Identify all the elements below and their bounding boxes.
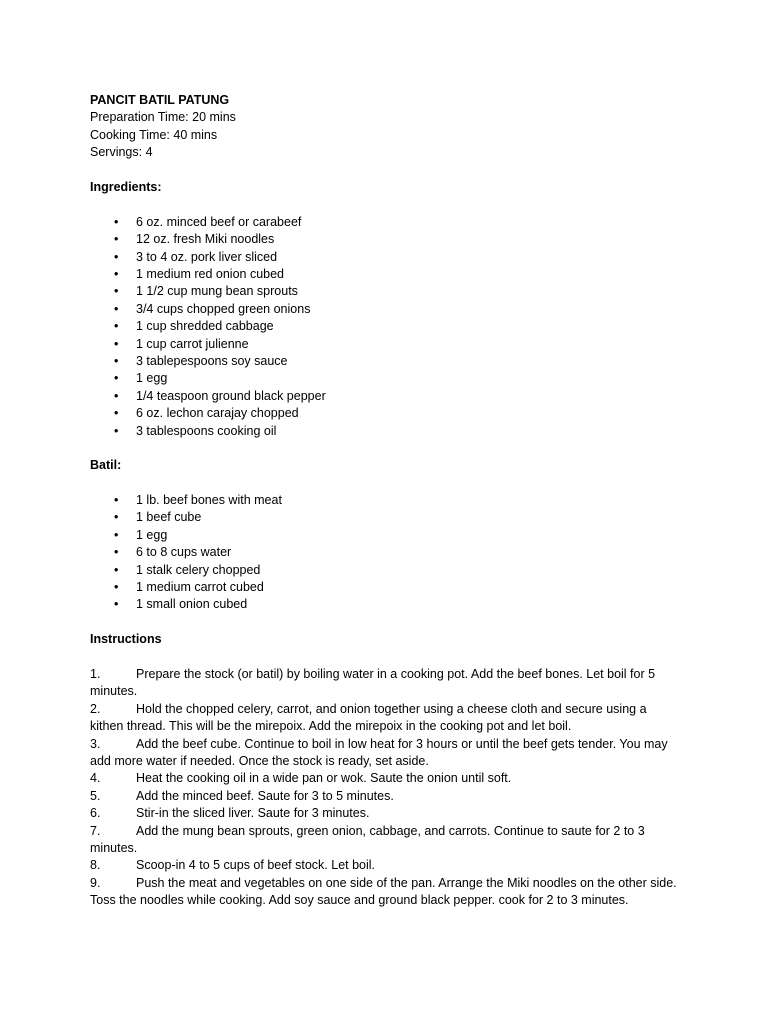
step-text: Push the meat and vegetables on one side of the pan. Arrange the Miki noodles on the other side. Toss the noodles while cooking. Add soy sauce and ground black pepper. cook for 2 to 3 minutes. [90, 875, 677, 908]
batil-heading: Batil: [90, 458, 122, 473]
ingredient-item [90, 283, 678, 300]
instruction-step [90, 666, 678, 701]
bullet-icon: • [114, 214, 119, 229]
list-item-text: 3/4 cups chopped green onions [136, 301, 311, 316]
list-item-text: 1 egg [136, 371, 168, 386]
step-number: 1. [90, 667, 101, 681]
document-page [90, 92, 678, 910]
instruction-step [90, 701, 678, 736]
bullet-icon: • [114, 545, 119, 560]
list-item-text: 1 small onion cubed [136, 597, 248, 612]
bullet-icon: • [114, 580, 119, 595]
ingredient-item [90, 249, 678, 266]
instruction-step [90, 788, 678, 805]
bullet-icon: • [114, 406, 119, 421]
list-item-text: 1 cup shredded cabbage [136, 319, 274, 334]
bullet-icon: • [114, 284, 119, 299]
spacer [90, 162, 678, 179]
list-item-text: 3 tablespoons cooking oil [136, 423, 277, 438]
instruction-step [90, 736, 678, 771]
servings: Servings: 4 [90, 145, 153, 160]
step-text: Prepare the stock (or batil) by boiling water in a cooking pot. Add the beef bones. Let boil for 5 minutes. [90, 667, 656, 699]
bullet-icon: • [114, 562, 119, 577]
ingredient-item [90, 353, 678, 370]
spacer [90, 196, 678, 213]
ingredient-item [90, 318, 678, 335]
list-item-text: 1 medium carrot cubed [136, 580, 264, 595]
batil-item [90, 509, 678, 526]
ingredient-item [90, 266, 678, 283]
list-item-text: 1 1/2 cup mung bean sprouts [136, 284, 298, 299]
prep-time: Preparation Time: 20 mins [90, 110, 236, 125]
spacer [90, 440, 678, 457]
ingredient-item [90, 214, 678, 231]
instructions-list [90, 666, 678, 910]
bullet-icon: • [114, 319, 119, 334]
batil-item [90, 562, 678, 579]
ingredient-item [90, 405, 678, 422]
batil-item [90, 579, 678, 596]
cook-time: Cooking Time: 40 mins [90, 127, 218, 142]
step-text: Heat the cooking oil in a wide pan or wok. Saute the onion until soft. [136, 771, 512, 786]
bullet-icon: • [114, 388, 119, 403]
ingredient-item [90, 388, 678, 405]
bullet-icon: • [114, 527, 119, 542]
list-item-text: 1 lb. beef bones with meat [136, 493, 282, 508]
list-item-text: 1/4 teaspoon ground black pepper [136, 388, 326, 403]
bullet-icon: • [114, 423, 119, 438]
list-item-text: 1 medium red onion cubed [136, 266, 285, 281]
batil-item [90, 544, 678, 561]
ingredient-item [90, 231, 678, 248]
instruction-step [90, 857, 678, 874]
recipe-title: PANCIT BATIL PATUNG [90, 93, 230, 107]
instructions-heading: Instructions [90, 632, 162, 647]
ingredient-item [90, 423, 678, 440]
bullet-icon: • [114, 266, 119, 281]
step-text: Stir-in the sliced liver. Saute for 3 minutes. [136, 806, 370, 821]
step-text: Scoop-in 4 to 5 cups of beef stock. Let boil. [136, 858, 376, 873]
ingredient-item [90, 336, 678, 353]
instruction-step [90, 875, 678, 910]
list-item-text: 3 tablepespoons soy sauce [136, 353, 288, 368]
list-item-text: 1 cup carrot julienne [136, 336, 249, 351]
list-item-text: 1 egg [136, 527, 168, 542]
bullet-icon: • [114, 336, 119, 351]
batil-item [90, 492, 678, 509]
ingredients-heading: Ingredients: [90, 180, 162, 195]
instruction-step [90, 770, 678, 787]
batil-item [90, 527, 678, 544]
step-text: Add the minced beef. Saute for 3 to 5 minutes. [136, 788, 394, 803]
step-text: Add the mung bean sprouts, green onion, cabbage, and carrots. Continue to saute for 2 to 3 minutes. [90, 823, 645, 856]
bullet-icon: • [114, 597, 119, 612]
list-item-text: 12 oz. fresh Miki noodles [136, 232, 275, 247]
list-item-text: 6 oz. minced beef or carabeef [136, 214, 302, 229]
step-number: 3. [90, 736, 101, 751]
list-item-text: 6 oz. lechon carajay chopped [136, 406, 299, 421]
list-item-text: 1 stalk celery chopped [136, 562, 261, 577]
step-number: 5. [90, 788, 101, 803]
spacer [90, 649, 678, 666]
list-item-text: 1 beef cube [136, 510, 202, 525]
step-number: 9. [90, 875, 101, 890]
list-item-text: 3 to 4 oz. pork liver sliced [136, 249, 278, 264]
bullet-icon: • [114, 371, 119, 386]
step-text: Add the beef cube. Continue to boil in low heat for 3 hours or until the beef gets tender. You may add more water if needed. Once the stock is ready, set aside. [90, 736, 668, 769]
step-number: 4. [90, 771, 101, 786]
bullet-icon: • [114, 493, 119, 508]
list-item-text: 6 to 8 cups water [136, 545, 232, 560]
step-number: 2. [90, 701, 101, 716]
instruction-step [90, 805, 678, 822]
ingredients-list [90, 214, 678, 440]
bullet-icon: • [114, 249, 119, 264]
ingredient-item [90, 370, 678, 387]
step-number: 8. [90, 858, 101, 873]
spacer [90, 475, 678, 492]
bullet-icon: • [114, 353, 119, 368]
instruction-step [90, 823, 678, 858]
batil-list [90, 492, 678, 614]
step-text: Hold the chopped celery, carrot, and onion together using a cheese cloth and secure using a kithen thread. This will be the mirepoix. Add the mirepoix in the cooking pot and let boil. [90, 701, 647, 734]
batil-item [90, 596, 678, 613]
step-number: 7. [90, 823, 101, 838]
ingredient-item [90, 301, 678, 318]
spacer [90, 614, 678, 631]
bullet-icon: • [114, 232, 119, 247]
bullet-icon: • [114, 301, 119, 316]
step-number: 6. [90, 806, 101, 821]
bullet-icon: • [114, 510, 119, 525]
